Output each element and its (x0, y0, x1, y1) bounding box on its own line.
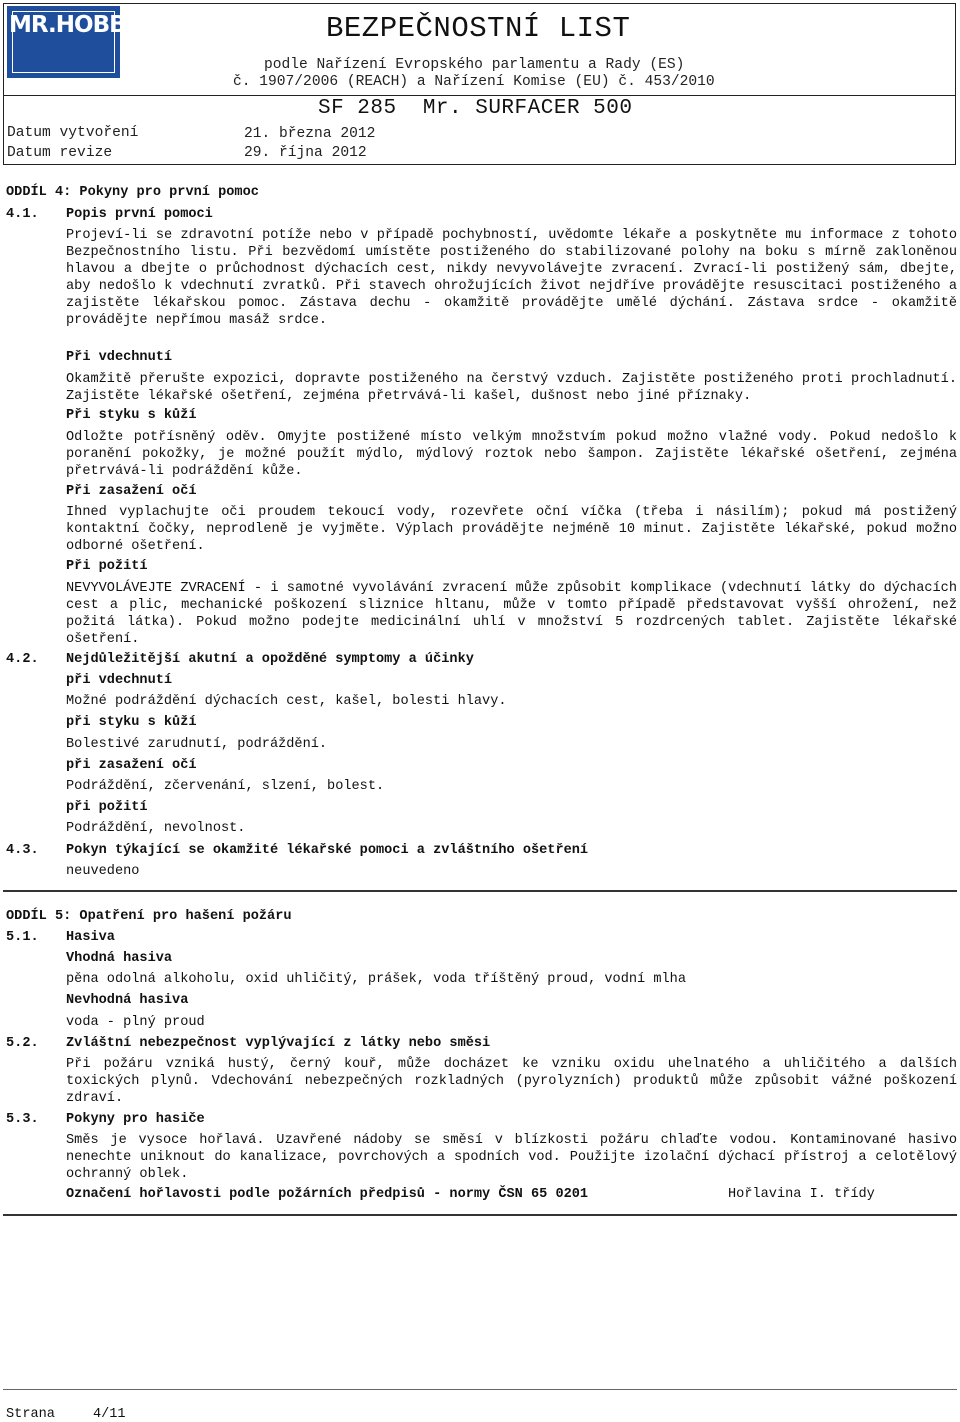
subsection-number: 5.2. (6, 1036, 39, 1051)
footer-divider (3, 1389, 957, 1390)
subsection-title: Pokyny pro hasiče (66, 1112, 205, 1127)
symptom-text: Podráždění, nevolnost. (66, 821, 246, 836)
subsection-title: Zvláštní nebezpečnost vyplývající z látky nebo směsi (66, 1036, 491, 1051)
inhalation-text: Okamžitě přerušte expozici, dopravte postiženého na čerstvý vzduch. Zajistěte postiženého proti prochladnutí. Zajistěte lékařské ošetření, zejména přetrvává-li kašel, dušnost nebo jiné příznaky. (66, 372, 957, 404)
subsection-title: Nejdůležitější akutní a opožděné symptomy a účinky (66, 652, 474, 667)
firefighter-advice-text: Směs je vysoce hořlavá. Uzavřené nádoby se směsí v blízkosti požáru chlaďte vodou. Kontaminované hasivo nenechte uniknout do kanalizace, povrchových a spodních vod. Použijte izolační dýchací přístroj a celotělový ochranný oblek. (66, 1133, 957, 1182)
revised-date-value: 29. října 2012 (244, 145, 367, 161)
subsection-title: Popis první pomoci (66, 207, 213, 222)
section-divider (3, 1214, 957, 1216)
page-number (6, 1407, 126, 1422)
created-date-label: Datum vytvoření (7, 125, 139, 141)
symptom-heading: při vdechnutí (66, 673, 173, 688)
symptom-heading: při styku s kůží (66, 715, 197, 730)
unsuitable-media-text: voda - plný proud (66, 1015, 205, 1030)
skin-heading: Při styku s kůží (66, 408, 197, 423)
ingestion-heading: Při požití (66, 559, 148, 574)
symptom-text: Podráždění, zčervenání, slzení, bolest. (66, 779, 385, 794)
ingestion-text: NEVYVOLÁVEJTE ZVRACENÍ - i samotné vyvolávání zvracení může způsobit komplikace (vdechnutí látky do dýchacích cest a plic, mechanické poškození sliznice hltanu, může v tomto případě představovat vyšší ohrožení, než požitá látka). Pokud možno podejte medicinální uhlí v množství 5 rozdrcených tablet. Zajistěte lékařské ošetření. (66, 581, 957, 647)
symptom-text: Bolestivé zarudnutí, podráždění. (66, 737, 328, 752)
suitable-media-heading: Vhodná hasiva (66, 951, 173, 966)
symptom-heading: při zasažení očí (66, 758, 197, 773)
product-name: SF 285 Mr. SURFACER 500 (318, 97, 633, 120)
medical-advice-text: neuvedeno (66, 864, 140, 879)
subsection-number: 5.1. (6, 930, 39, 945)
header-divider (3, 95, 956, 96)
symptom-text: Možné podráždění dýchacích cest, kašel, bolesti hlavy. (66, 694, 507, 709)
skin-text: Odložte potřísněný oděv. Omyjte postižené místo velkým množstvím pokud možno vlažné vody. Pokud nedošlo k poranění pokožky, je možné použít mýdlo, mýdlový roztok nebo šampon. Zajistěte lékařské ošetření, zejména přetrvává-li podráždění kůže. (66, 430, 957, 479)
inhalation-heading: Při vdechnutí (66, 350, 173, 365)
created-date-value: 21. března 2012 (244, 126, 376, 142)
subsection-title: Hasiva (66, 930, 115, 945)
page-value: 4/11 (92, 1407, 126, 1422)
eye-heading: Při zasažení očí (66, 484, 197, 499)
section-4-title: ODDÍL 4: Pokyny pro první pomoc (6, 185, 259, 200)
flammability-label: Označení hořlavosti podle požárních předpisů - normy ČSN 65 0201 (66, 1187, 589, 1202)
page-label: Strana (6, 1407, 55, 1422)
first-aid-intro: Projeví-li se zdravotní potíže nebo v případě pochybností, uvědomte lékaře a poskytněte mu informace z tohoto Bezpečnostního listu. Při bezvědomí umístěte postiženého do stabilizované polohy na boku s mírně zakloněnou hlavou a dbejte o průchodnost dýchacích cest, nikdy nevyvolávejte zvracení. Zvrací-li postižený sám, dbejte, aby nedošlo k vdechnutí zvratků. Při stavech ohrožujících život nejdříve provádějte resuscitaci postiženého a zajistěte lékařskou pomoc. Zástava dechu - okamžitě provádějte umělé dýchání. Zástava srdce - okamžitě provádějte nepřímou masáž srdce. (66, 228, 957, 328)
eye-text: Ihned vyplachujte oči proudem tekoucí vody, rozevřete oční víčka (třeba i násilím); pokud má postižený kontaktní čočky, neprodleně je vyjměte. Výplach provádějte nejméně 10 minut. Zajistěte lékařské, pokud možno odborné ošetření. (66, 505, 957, 554)
subsection-title: Pokyn týkající se okamžité lékařské pomoci a zvláštního ošetření (66, 843, 589, 858)
regulation-line-1: podle Nařízení Evropského parlamentu a Rady (ES) (264, 57, 685, 73)
subsection-number: 4.3. (6, 843, 39, 858)
document-title: BEZPEČNOSTNÍ LIST (326, 12, 631, 45)
revised-date-label: Datum revize (7, 145, 113, 161)
symptom-heading: při požití (66, 800, 148, 815)
suitable-media-text: pěna odolná alkoholu, oxid uhličitý, prášek, voda tříštěný proud, vodní mlha (66, 972, 686, 987)
unsuitable-media-heading: Nevhodná hasiva (66, 993, 189, 1008)
subsection-number: 5.3. (6, 1112, 39, 1127)
subsection-number: 4.2. (6, 652, 39, 667)
subsection-number: 4.1. (6, 207, 39, 222)
mr-hobby-logo: MR.HOBBY (7, 6, 120, 78)
section-divider (3, 890, 957, 892)
special-hazards-text: Při požáru vzniká hustý, černý kouř, může docházet ke vzniku oxidu uhelnatého a uhličitého a dalších toxických plynů. Vdechování nebezpečných rozkladných (pyrolyzních) produktů může způsobit vážné poškození zdraví. (66, 1057, 957, 1106)
regulation-line-2: č. 1907/2006 (REACH) a Nařízení Komise (EU) č. 453/2010 (233, 74, 715, 90)
section-5-title: ODDÍL 5: Opatření pro hašení požáru (6, 909, 292, 924)
flammability-value: Hořlavina I. třídy (728, 1187, 875, 1202)
